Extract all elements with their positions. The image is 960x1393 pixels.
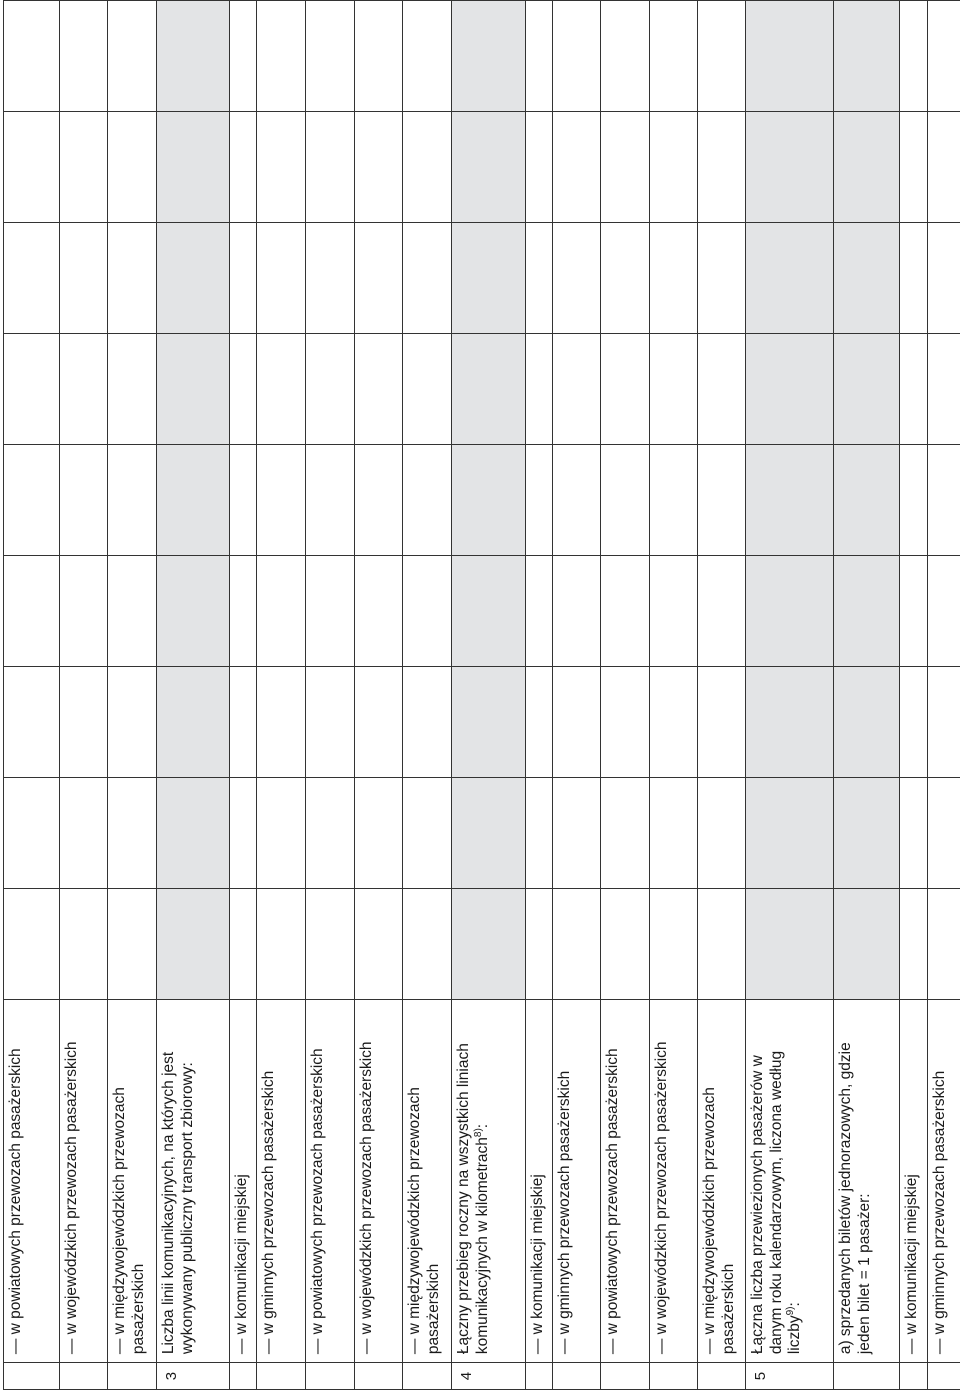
row-label (403, 1000, 452, 1363)
table-row (452, 1, 526, 1390)
row-label-text: Łączna liczba przewiezionych pasażerów w danym roku kalendarzowym, liczona według liczby (749, 1050, 803, 1355)
row-label (650, 1000, 698, 1363)
row-label (4, 1000, 60, 1363)
data-cell[interactable] (601, 223, 650, 334)
data-cell[interactable] (257, 667, 306, 778)
data-cell[interactable] (108, 1, 157, 112)
row-label-text: — w gminnych przewozach pasażerskich (931, 1070, 948, 1355)
row-number (526, 1363, 553, 1390)
row-number (650, 1363, 698, 1390)
data-cell[interactable] (526, 778, 553, 889)
data-cell[interactable] (306, 223, 355, 334)
data-cell[interactable] (403, 112, 452, 223)
shaded-cell (452, 223, 526, 334)
data-cell[interactable] (355, 223, 403, 334)
row-label (452, 1000, 526, 1363)
data-cell[interactable] (650, 556, 698, 667)
data-cell[interactable] (698, 1, 746, 112)
shaded-cell (157, 778, 230, 889)
shaded-cell (157, 1, 230, 112)
shaded-cell (834, 445, 900, 556)
row-label-text: — w gminnych przewozach pasażerskich (260, 1070, 277, 1355)
data-cell[interactable] (403, 334, 452, 445)
row-number (108, 1363, 157, 1390)
data-cell[interactable] (4, 112, 60, 223)
data-cell[interactable] (526, 112, 553, 223)
row-label-text: — w wojewódzkich przewozach pasażerskich (653, 1041, 670, 1355)
data-cell[interactable] (526, 334, 553, 445)
data-cell[interactable] (108, 223, 157, 334)
data-cell[interactable] (650, 889, 698, 1000)
data-cell[interactable] (355, 1, 403, 112)
data-cell[interactable] (526, 445, 553, 556)
data-cell[interactable] (403, 445, 452, 556)
row-label-text: — w wojewódzkich przewozach pasażerskich (63, 1041, 80, 1355)
data-cell[interactable] (257, 223, 306, 334)
data-cell[interactable] (257, 445, 306, 556)
shaded-cell (746, 112, 834, 223)
data-cell[interactable] (553, 1, 601, 112)
row-label (108, 1000, 157, 1363)
data-cell[interactable] (526, 556, 553, 667)
table-row (355, 1, 403, 1390)
shaded-cell (452, 667, 526, 778)
data-cell[interactable] (928, 334, 960, 445)
data-cell[interactable] (108, 667, 157, 778)
row-number: 5 (746, 1363, 834, 1390)
row-label-text: — w powiatowych przewozach pasażerskich (7, 1048, 24, 1355)
table-row (403, 1, 452, 1390)
data-cell[interactable] (230, 556, 257, 667)
data-cell[interactable] (108, 112, 157, 223)
data-cell[interactable] (928, 889, 960, 1000)
data-cell[interactable] (928, 112, 960, 223)
label-suffix: : (786, 1302, 803, 1307)
footnote-marker: 8) (472, 1128, 484, 1138)
data-cell[interactable] (355, 112, 403, 223)
data-cell[interactable] (108, 778, 157, 889)
data-cell[interactable] (230, 778, 257, 889)
data-cell[interactable] (257, 112, 306, 223)
data-cell[interactable] (60, 112, 108, 223)
data-cell[interactable] (403, 223, 452, 334)
data-cell[interactable] (355, 667, 403, 778)
table-row (746, 1, 834, 1390)
row-label-text: — w komunikacji miejskiej (903, 1174, 920, 1355)
shaded-cell (834, 778, 900, 889)
data-cell[interactable] (355, 445, 403, 556)
data-cell[interactable] (698, 889, 746, 1000)
footnote-marker: 9) (784, 1306, 796, 1316)
table-row (230, 1, 257, 1390)
shaded-cell (157, 667, 230, 778)
data-cell[interactable] (650, 1, 698, 112)
data-cell[interactable] (403, 778, 452, 889)
row-number (355, 1363, 403, 1390)
data-cell[interactable] (60, 1, 108, 112)
data-cell[interactable] (601, 778, 650, 889)
data-cell[interactable] (900, 445, 928, 556)
data-cell[interactable] (403, 556, 452, 667)
data-cell[interactable] (4, 556, 60, 667)
data-cell[interactable] (698, 223, 746, 334)
data-cell[interactable] (601, 889, 650, 1000)
row-label-text: — w międzywojewódzkich przewozach pasażerskich (406, 1087, 442, 1355)
data-cell[interactable] (928, 1, 960, 112)
data-cell[interactable] (553, 889, 601, 1000)
data-cell[interactable] (900, 223, 928, 334)
data-cell[interactable] (230, 334, 257, 445)
row-number (306, 1363, 355, 1390)
row-label-text: — w gminnych przewozach pasażerskich (556, 1070, 573, 1355)
row-label (157, 1000, 230, 1363)
data-cell[interactable] (928, 778, 960, 889)
row-label (553, 1000, 601, 1363)
data-cell[interactable] (698, 778, 746, 889)
row-number (403, 1363, 452, 1390)
data-cell[interactable] (900, 889, 928, 1000)
data-cell[interactable] (900, 778, 928, 889)
shaded-cell (746, 1, 834, 112)
data-cell[interactable] (4, 1, 60, 112)
data-cell[interactable] (257, 1, 306, 112)
shaded-cell (452, 556, 526, 667)
data-cell[interactable] (526, 889, 553, 1000)
row-label-text: a) sprzedanych biletów jednorazowych, gdzie jeden bilet = 1 pasażer: (837, 1042, 873, 1355)
table-row (60, 1, 108, 1390)
shaded-cell (452, 334, 526, 445)
shaded-cell (746, 667, 834, 778)
row-label (230, 1000, 257, 1363)
data-cell[interactable] (4, 667, 60, 778)
data-cell[interactable] (230, 889, 257, 1000)
data-cell[interactable] (553, 667, 601, 778)
data-cell[interactable] (60, 223, 108, 334)
shaded-cell (834, 334, 900, 445)
data-cell[interactable] (257, 778, 306, 889)
shaded-cell (746, 334, 834, 445)
data-cell[interactable] (108, 889, 157, 1000)
table-row (4, 1, 60, 1390)
data-cell[interactable] (108, 445, 157, 556)
data-cell[interactable] (257, 556, 306, 667)
shaded-cell (834, 223, 900, 334)
data-cell[interactable] (4, 778, 60, 889)
shaded-cell (746, 889, 834, 1000)
data-cell[interactable] (403, 889, 452, 1000)
row-label (257, 1000, 306, 1363)
row-label-text: Liczba linii komunikacyjnych, na których jest wykonywany publiczny transport zbiorowy: (160, 1051, 196, 1355)
data-cell[interactable] (60, 445, 108, 556)
data-cell[interactable] (306, 778, 355, 889)
row-number: 4 (452, 1363, 526, 1390)
data-cell[interactable] (306, 889, 355, 1000)
shaded-cell (834, 112, 900, 223)
passenger-transport-table (3, 0, 960, 1390)
data-cell[interactable] (4, 223, 60, 334)
table-row (257, 1, 306, 1390)
data-cell[interactable] (257, 334, 306, 445)
data-cell[interactable] (650, 667, 698, 778)
data-cell[interactable] (650, 223, 698, 334)
data-cell[interactable] (403, 667, 452, 778)
row-label-text: — w wojewódzkich przewozach pasażerskich (358, 1041, 375, 1355)
row-label-text: — w powiatowych przewozach pasażerskich (604, 1048, 621, 1355)
row-number (928, 1363, 960, 1390)
data-cell[interactable] (60, 889, 108, 1000)
data-cell[interactable] (306, 667, 355, 778)
row-number (257, 1363, 306, 1390)
row-label-text: — w międzywojewódzkich przewozach pasażerskich (111, 1087, 147, 1355)
row-label-text: — w międzywojewódzkich przewozach pasażerskich (701, 1087, 737, 1355)
data-cell[interactable] (60, 556, 108, 667)
shaded-cell (746, 778, 834, 889)
data-cell[interactable] (553, 445, 601, 556)
data-cell[interactable] (698, 112, 746, 223)
data-cell[interactable] (900, 112, 928, 223)
shaded-cell (452, 1, 526, 112)
data-cell[interactable] (108, 334, 157, 445)
shaded-cell (452, 778, 526, 889)
shaded-cell (834, 889, 900, 1000)
data-cell[interactable] (698, 445, 746, 556)
row-number (4, 1363, 60, 1390)
data-cell[interactable] (698, 556, 746, 667)
row-label (746, 1000, 834, 1363)
data-cell[interactable] (553, 334, 601, 445)
shaded-cell (157, 556, 230, 667)
data-cell[interactable] (601, 1, 650, 112)
data-cell[interactable] (4, 334, 60, 445)
row-label (526, 1000, 553, 1363)
table-row (108, 1, 157, 1390)
data-cell[interactable] (60, 334, 108, 445)
table-row (526, 1, 553, 1390)
data-cell[interactable] (553, 112, 601, 223)
row-number (900, 1363, 928, 1390)
shaded-cell (746, 445, 834, 556)
data-cell[interactable] (650, 334, 698, 445)
shaded-cell (157, 223, 230, 334)
row-label (834, 1000, 900, 1363)
row-label (698, 1000, 746, 1363)
shaded-cell (452, 112, 526, 223)
data-cell[interactable] (601, 334, 650, 445)
data-cell[interactable] (553, 223, 601, 334)
data-cell[interactable] (553, 778, 601, 889)
data-cell[interactable] (698, 667, 746, 778)
data-cell[interactable] (306, 556, 355, 667)
data-cell[interactable] (601, 667, 650, 778)
data-cell[interactable] (60, 778, 108, 889)
shaded-cell (834, 1, 900, 112)
data-cell[interactable] (553, 556, 601, 667)
data-cell[interactable] (526, 1, 553, 112)
shaded-cell (746, 556, 834, 667)
table-row (698, 1, 746, 1390)
data-cell[interactable] (900, 1, 928, 112)
data-cell[interactable] (650, 112, 698, 223)
label-suffix: : (473, 1123, 491, 1129)
data-cell[interactable] (355, 778, 403, 889)
data-cell[interactable] (257, 889, 306, 1000)
data-cell[interactable] (230, 112, 257, 223)
row-label (900, 1000, 928, 1363)
data-cell[interactable] (355, 889, 403, 1000)
shaded-cell (834, 556, 900, 667)
row-label-text: — w komunikacji miejskiej (529, 1174, 546, 1355)
data-cell[interactable] (306, 334, 355, 445)
data-cell[interactable] (230, 445, 257, 556)
shaded-cell (157, 889, 230, 1000)
table-row (900, 1, 928, 1390)
row-number (60, 1363, 108, 1390)
data-cell[interactable] (230, 667, 257, 778)
shaded-cell (157, 445, 230, 556)
shaded-cell (452, 889, 526, 1000)
data-cell[interactable] (355, 334, 403, 445)
row-number (553, 1363, 601, 1390)
data-cell[interactable] (900, 556, 928, 667)
shaded-cell (157, 112, 230, 223)
data-cell[interactable] (900, 667, 928, 778)
shaded-cell (834, 667, 900, 778)
row-label-text: — w powiatowych przewozach pasażerskich (309, 1048, 326, 1355)
table-row (553, 1, 601, 1390)
data-cell[interactable] (4, 889, 60, 1000)
table-row (306, 1, 355, 1390)
data-cell[interactable] (355, 556, 403, 667)
row-label (60, 1000, 108, 1363)
data-cell[interactable] (900, 334, 928, 445)
table-row (650, 1, 698, 1390)
row-number (698, 1363, 746, 1390)
data-cell[interactable] (230, 223, 257, 334)
row-label-text: — w komunikacji miejskiej (233, 1174, 250, 1355)
data-cell[interactable] (306, 445, 355, 556)
row-number: 3 (157, 1363, 230, 1390)
data-cell[interactable] (650, 445, 698, 556)
data-cell[interactable] (230, 1, 257, 112)
data-cell[interactable] (601, 556, 650, 667)
shaded-cell (452, 445, 526, 556)
data-cell[interactable] (306, 1, 355, 112)
table-row (834, 1, 900, 1390)
data-cell[interactable] (306, 112, 355, 223)
data-cell[interactable] (601, 445, 650, 556)
data-cell[interactable] (60, 667, 108, 778)
shaded-cell (157, 334, 230, 445)
table-row (928, 1, 960, 1390)
row-number (230, 1363, 257, 1390)
data-cell[interactable] (403, 1, 452, 112)
data-cell[interactable] (928, 667, 960, 778)
row-number (834, 1363, 900, 1390)
shaded-cell (746, 223, 834, 334)
data-cell[interactable] (698, 334, 746, 445)
row-label (355, 1000, 403, 1363)
data-cell[interactable] (650, 778, 698, 889)
data-cell[interactable] (601, 112, 650, 223)
row-label (928, 1000, 960, 1363)
row-label (306, 1000, 355, 1363)
row-label (601, 1000, 650, 1363)
table-row (157, 1, 230, 1390)
data-cell[interactable] (928, 556, 960, 667)
data-cell[interactable] (526, 223, 553, 334)
row-label-text: Łączny przebieg roczny na wszystkich liniach komunikacyjnych w kilometrach (455, 1043, 491, 1355)
row-number (601, 1363, 650, 1390)
table-row (601, 1, 650, 1390)
data-cell[interactable] (928, 445, 960, 556)
data-cell[interactable] (108, 556, 157, 667)
data-cell[interactable] (4, 445, 60, 556)
data-cell[interactable] (526, 667, 553, 778)
data-cell[interactable] (928, 223, 960, 334)
